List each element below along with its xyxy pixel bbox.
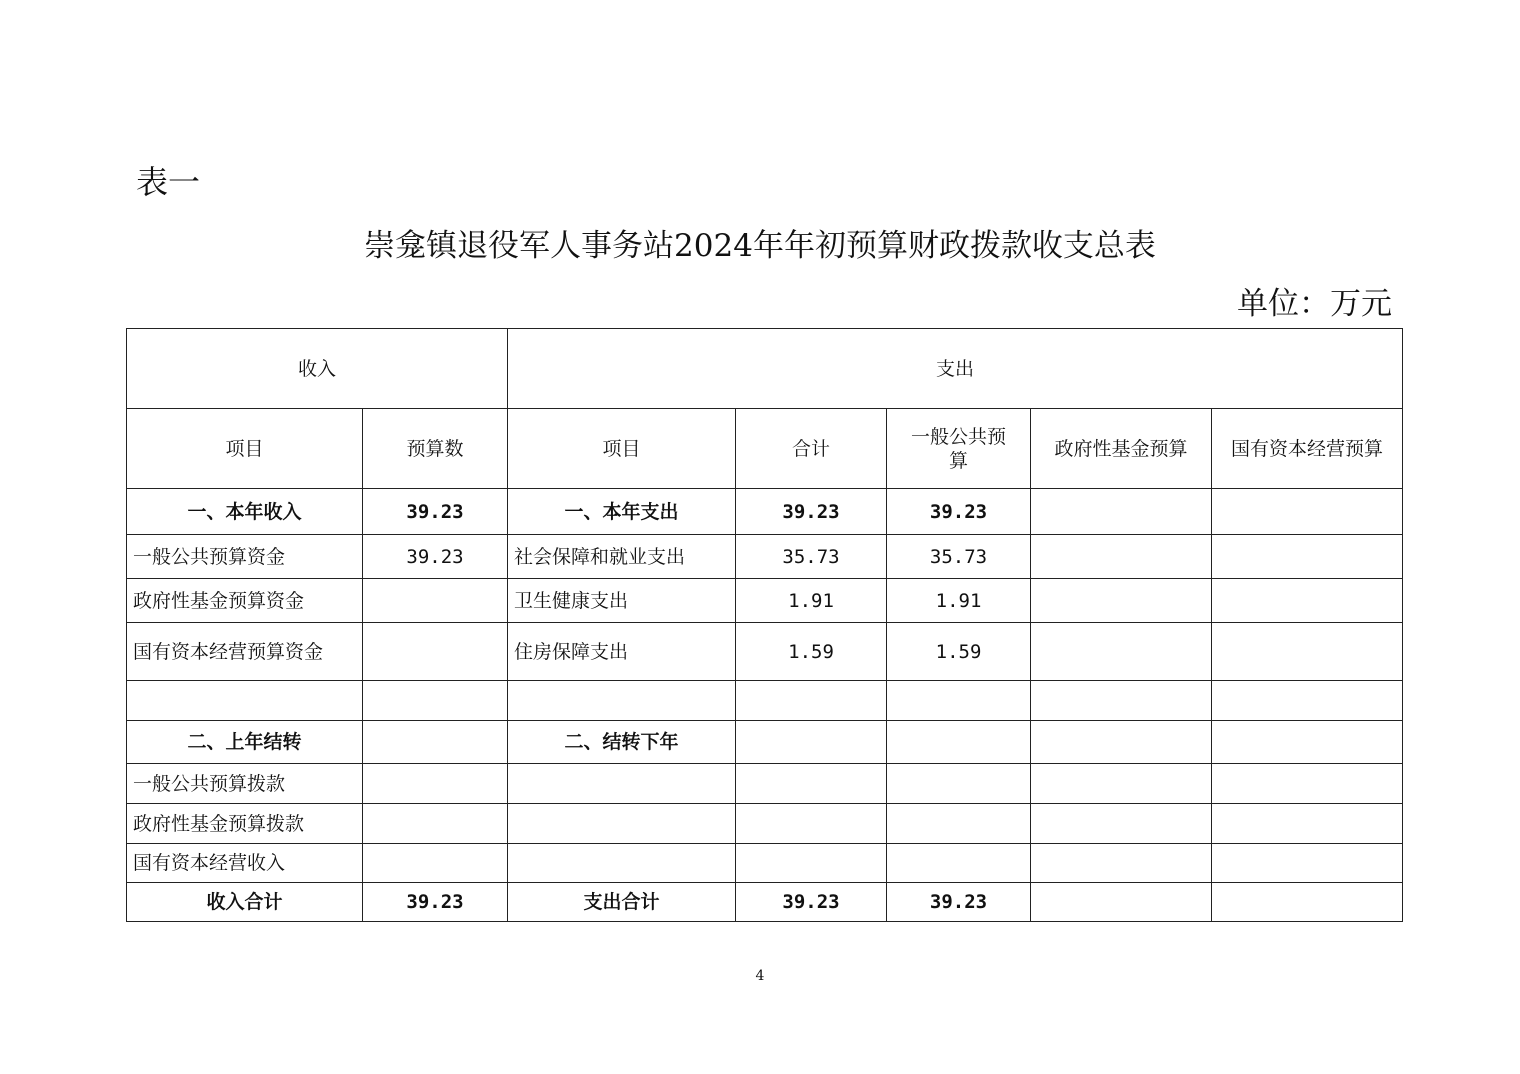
table-row — [127, 721, 1403, 764]
income-amount-cell — [363, 804, 508, 844]
expense-item-cell: 社会保障和就业支出 — [508, 535, 736, 579]
expense-item-cell: 一、本年支出 — [508, 489, 736, 535]
income-item-cell: 国有资本经营收入 — [127, 844, 363, 883]
expense-item-cell — [508, 804, 736, 844]
column-header: 项目 — [508, 409, 736, 489]
expense-total-cell: 35.73 — [736, 535, 887, 579]
expense-group-header: 支出 — [508, 329, 1403, 409]
income-total-label: 收入合计 — [127, 883, 363, 922]
income-amount-cell — [363, 844, 508, 883]
group-header-row — [127, 329, 1403, 409]
table-row — [127, 623, 1403, 681]
general-budget-cell — [887, 804, 1031, 844]
income-item-cell: 一般公共预算资金 — [127, 535, 363, 579]
expense-item-cell — [508, 844, 736, 883]
state-capital-cell — [1212, 844, 1403, 883]
fund-budget-cell — [1031, 681, 1212, 721]
income-amount-cell — [363, 579, 508, 623]
table-row — [127, 804, 1403, 844]
income-item-cell — [127, 681, 363, 721]
fund-budget-cell — [1031, 764, 1212, 804]
column-header: 合计 — [736, 409, 887, 489]
income-amount-cell — [363, 764, 508, 804]
expense-total-cell — [736, 681, 887, 721]
income-amount-cell — [363, 681, 508, 721]
state-capital-cell — [1212, 804, 1403, 844]
general-budget-cell — [887, 681, 1031, 721]
page-title: 崇龛镇退役军人事务站2024年年初预算财政拨款收支总表 — [364, 228, 1156, 264]
expense-total-cell — [736, 844, 887, 883]
fund-budget-cell — [1031, 623, 1212, 681]
income-amount-cell — [363, 623, 508, 681]
column-header: 预算数 — [363, 409, 508, 489]
income-amount-cell — [363, 721, 508, 764]
fund-budget-cell — [1031, 535, 1212, 579]
income-item-cell: 一般公共预算拨款 — [127, 764, 363, 804]
budget-summary-table — [126, 328, 1403, 922]
income-total-value: 39.23 — [363, 883, 508, 922]
expense-item-cell — [508, 764, 736, 804]
general-budget-cell: 35.73 — [887, 535, 1031, 579]
column-header: 一般公共预算 — [887, 409, 1031, 489]
expense-total-value: 39.23 — [736, 883, 887, 922]
state-capital-cell — [1212, 721, 1403, 764]
column-header: 政府性基金预算 — [1031, 409, 1212, 489]
income-item-cell: 一、本年收入 — [127, 489, 363, 535]
state-capital-cell — [1212, 764, 1403, 804]
expense-item-cell: 二、结转下年 — [508, 721, 736, 764]
fund-budget-cell — [1031, 844, 1212, 883]
general-budget-cell: 39.23 — [887, 489, 1031, 535]
general-budget-cell — [887, 721, 1031, 764]
state-capital-cell — [1212, 623, 1403, 681]
table-label: 表一 — [136, 163, 201, 201]
table-row — [127, 764, 1403, 804]
expense-total-cell — [736, 804, 887, 844]
income-amount-cell: 39.23 — [363, 535, 508, 579]
general-budget-total: 39.23 — [887, 883, 1031, 922]
expense-total-label: 支出合计 — [508, 883, 736, 922]
table-row — [127, 489, 1403, 535]
general-budget-cell — [887, 844, 1031, 883]
income-item-cell: 政府性基金预算拨款 — [127, 804, 363, 844]
fund-budget-total — [1031, 883, 1212, 922]
fund-budget-cell — [1031, 579, 1212, 623]
income-item-cell: 二、上年结转 — [127, 721, 363, 764]
table-row — [127, 579, 1403, 623]
expense-total-cell — [736, 764, 887, 804]
general-budget-cell: 1.91 — [887, 579, 1031, 623]
expense-total-cell: 1.59 — [736, 623, 887, 681]
table-row — [127, 844, 1403, 883]
state-capital-total — [1212, 883, 1403, 922]
general-budget-cell: 1.59 — [887, 623, 1031, 681]
fund-budget-cell — [1031, 489, 1212, 535]
expense-total-cell: 39.23 — [736, 489, 887, 535]
table-row — [127, 535, 1403, 579]
expense-total-cell — [736, 721, 887, 764]
expense-total-cell: 1.91 — [736, 579, 887, 623]
state-capital-cell — [1212, 681, 1403, 721]
expense-item-cell — [508, 681, 736, 721]
fund-budget-cell — [1031, 721, 1212, 764]
general-budget-cell — [887, 764, 1031, 804]
fund-budget-cell — [1031, 804, 1212, 844]
state-capital-cell — [1212, 579, 1403, 623]
income-item-cell: 国有资本经营预算资金 — [127, 623, 363, 681]
page-number: 4 — [755, 968, 765, 984]
expense-item-cell: 住房保障支出 — [508, 623, 736, 681]
column-header-row — [127, 409, 1403, 489]
column-header: 项目 — [127, 409, 363, 489]
expense-item-cell: 卫生健康支出 — [508, 579, 736, 623]
totals-row — [127, 883, 1403, 922]
state-capital-cell — [1212, 489, 1403, 535]
income-amount-cell: 39.23 — [363, 489, 508, 535]
income-item-cell: 政府性基金预算资金 — [127, 579, 363, 623]
table-row — [127, 681, 1403, 721]
income-group-header: 收入 — [127, 329, 508, 409]
unit-label: 单位：万元 — [1237, 286, 1392, 322]
column-header: 国有资本经营预算 — [1212, 409, 1403, 489]
state-capital-cell — [1212, 535, 1403, 579]
